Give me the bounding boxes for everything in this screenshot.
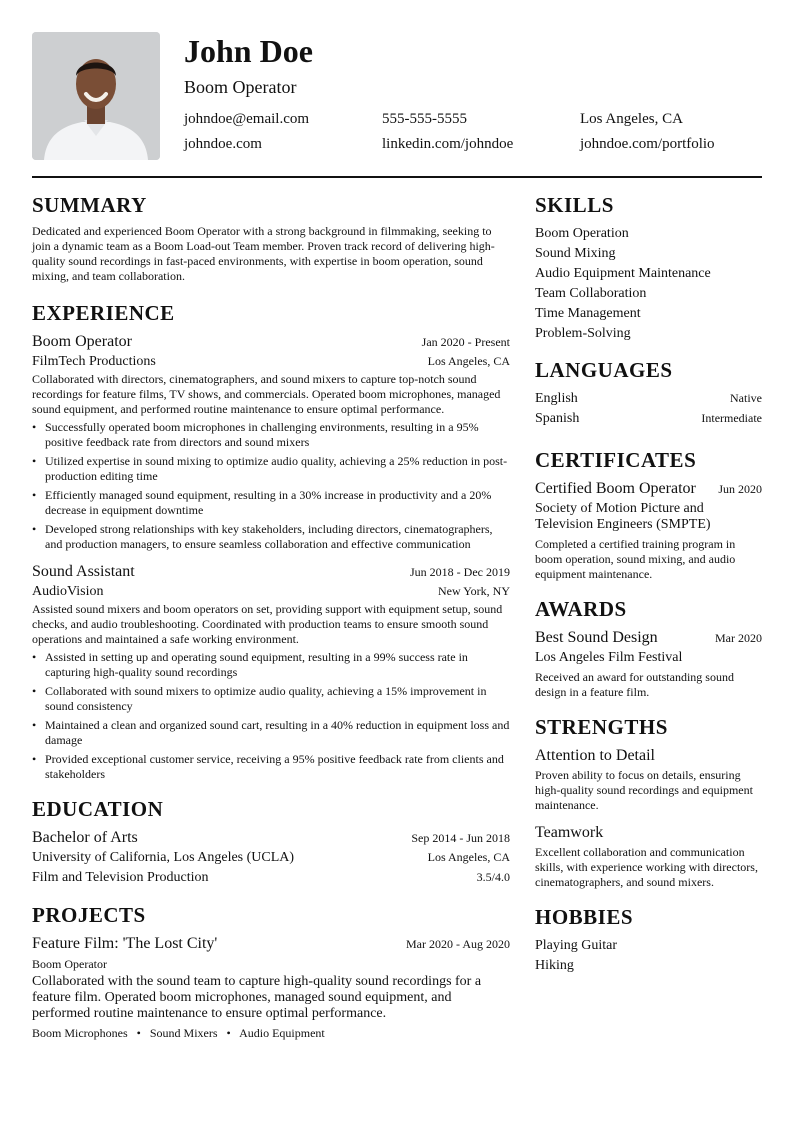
right-column	[535, 192, 762, 976]
skill-item: Boom Operation	[535, 226, 629, 241]
language-name: Spanish	[535, 411, 580, 426]
section-title: EXPERIENCE	[32, 301, 175, 325]
job-entry	[32, 562, 510, 782]
list-item: • Efficiently managed sound equipment, resulting in a 30% increase in productivity and a 20% decrease in equipment downtime	[32, 488, 510, 518]
section-title: LANGUAGES	[535, 358, 673, 382]
section-title: CERTIFICATES	[535, 448, 697, 472]
gpa: 3.5/4.0	[476, 870, 510, 884]
candidate-name: John Doe	[184, 33, 313, 69]
phone-number: 555-555-5555	[382, 111, 467, 127]
job-role: Sound Assistant	[32, 563, 135, 580]
tag-separator: •	[226, 1026, 231, 1040]
location: Los Angeles, CA	[580, 111, 683, 127]
skill-item: Team Collaboration	[535, 286, 647, 301]
job-bullets	[32, 420, 510, 552]
website-link[interactable]: johndoe.com	[184, 136, 262, 152]
job-location: Los Angeles, CA	[427, 354, 510, 368]
header-divider	[32, 176, 762, 178]
education-location: Los Angeles, CA	[427, 850, 510, 864]
language-name: English	[535, 391, 578, 406]
field-of-study: Film and Television Production	[32, 870, 209, 885]
hobby-item: Hiking	[535, 958, 574, 973]
languages-section	[535, 357, 762, 429]
job-description: Collaborated with directors, cinematographers, and sound mixers to capture top-notch sound recordings for feature films, TV shows, and commercials. Operated boom microphones, managed sound equipment, and performed routine maintenance to ensure optimal performance.	[32, 372, 501, 416]
job-dates: Jan 2020 - Present	[421, 335, 510, 349]
strengths-section	[535, 714, 762, 890]
project-tags	[32, 1024, 510, 1042]
skill-item: Problem-Solving	[535, 326, 631, 341]
skill-item: Audio Equipment Maintenance	[535, 266, 711, 281]
job-location: New York, NY	[437, 584, 510, 598]
certificates-section	[535, 447, 762, 582]
project-description: Collaborated with the sound team to capture high-quality sound recordings for a feature film. Operated boom microphones, managed sound equipment, and performed routine maintenance to ensure optimal performance.	[32, 974, 482, 1021]
certificate-name: Certified Boom Operator	[535, 480, 696, 497]
project-name: Feature Film: 'The Lost City'	[32, 935, 218, 952]
job-bullets	[32, 650, 510, 782]
linkedin-link[interactable]: linkedin.com/johndoe	[382, 136, 514, 152]
summary-text: Dedicated and experienced Boom Operator with a strong background in filmmaking, seeking to join a dynamic team as a Boom Load-out Team member. Proven track record of delivering high-quality sound recordings in fast-paced environments, with expertise in boom operation, sound mixing, and team collaboration.	[32, 224, 495, 283]
award-date: Mar 2020	[715, 631, 762, 645]
job-dates: Jun 2018 - Dec 2019	[410, 565, 510, 579]
email-link[interactable]: johndoe@email.com	[184, 111, 310, 127]
section-title: AWARDS	[535, 597, 627, 621]
certificate-description: Completed a certified training program in boom operation, sound mixing, and audio equipment maintenance.	[535, 537, 736, 581]
strength-description: Excellent collaboration and communication skills, with experience working with directors, cinematographers, and sound mixers.	[535, 845, 758, 889]
job-entry	[32, 332, 510, 552]
hobbies-section	[535, 904, 762, 976]
certificate-issuer: Society of Motion Picture and Television Engineers (SMPTE)	[535, 501, 711, 532]
award-name: Best Sound Design	[535, 629, 658, 646]
job-company: FilmTech Productions	[32, 354, 156, 369]
project-role: Boom Operator	[32, 957, 107, 971]
section-title: SKILLS	[535, 193, 614, 217]
skills-section	[535, 192, 762, 344]
project-tag: Boom Microphones	[32, 1026, 128, 1040]
language-level: Intermediate	[701, 411, 762, 425]
candidate-role: Boom Operator	[184, 77, 297, 97]
list-item: • Utilized expertise in sound mixing to optimize audio quality, achieving a 25% reduction in post-production editing time	[32, 454, 510, 484]
experience-section	[32, 300, 510, 782]
portfolio-link[interactable]: johndoe.com/portfolio	[580, 136, 715, 152]
list-item: • Collaborated with sound mixers to optimize audio quality, achieving a 15% improvement in sound consistency	[32, 684, 510, 714]
language-level: Native	[730, 391, 762, 405]
degree: Bachelor of Arts	[32, 829, 138, 846]
skill-item: Time Management	[535, 306, 641, 321]
project-tag: Audio Equipment	[239, 1026, 325, 1040]
awards-section	[535, 596, 762, 700]
project-dates: Mar 2020 - Aug 2020	[406, 937, 510, 951]
list-item: • Successfully operated boom microphones in challenging environments, resulting in a 95% positive feedback rate from directors and sound mixers	[32, 420, 510, 450]
resume-header	[32, 32, 762, 160]
school: University of California, Los Angeles (UCLA)	[32, 850, 295, 865]
list-item: • Developed strong relationships with key stakeholders, including directors, cinematographers, and production managers, to ensure seamless collaboration and effective communication	[32, 522, 510, 552]
education-section	[32, 796, 510, 888]
strength-description: Proven ability to focus on details, ensuring high-quality sound recordings and equipment maintenance.	[535, 768, 753, 812]
section-title: SUMMARY	[32, 193, 147, 217]
list-item: • Maintained a clean and organized sound cart, resulting in a 40% reduction in equipment loss and damage	[32, 718, 510, 748]
section-title: EDUCATION	[32, 797, 164, 821]
education-dates: Sep 2014 - Jun 2018	[411, 831, 510, 845]
award-issuer: Los Angeles Film Festival	[535, 650, 683, 665]
strength-name: Attention to Detail	[535, 747, 655, 764]
list-item: • Provided exceptional customer service, receiving a 95% positive feedback rate from clients and stakeholders	[32, 752, 510, 782]
job-company: AudioVision	[32, 584, 104, 599]
project-tag: Sound Mixers	[149, 1026, 218, 1040]
certificate-date: Jun 2020	[718, 482, 762, 496]
strength-name: Teamwork	[535, 824, 604, 841]
section-title: HOBBIES	[535, 905, 634, 929]
skill-item: Sound Mixing	[535, 246, 616, 261]
person-photo-icon	[32, 32, 160, 160]
summary-section	[32, 192, 510, 284]
section-title: PROJECTS	[32, 903, 146, 927]
list-item: • Assisted in setting up and operating sound equipment, resulting in a 99% success rate in capturing high-quality sound recordings	[32, 650, 510, 680]
hobby-item: Playing Guitar	[535, 938, 618, 953]
profile-photo	[32, 32, 160, 160]
projects-section	[32, 902, 510, 1042]
section-title: STRENGTHS	[535, 715, 668, 739]
left-column	[32, 192, 510, 1042]
job-description: Assisted sound mixers and boom operators on set, providing support with equipment setup, sound checks, and audio troubleshooting. Coordinated with production teams to ensure smooth sound operations and maintained a safe working environment.	[32, 602, 503, 646]
tag-separator: •	[136, 1026, 141, 1040]
award-description: Received an award for outstanding sound design in a feature film.	[535, 670, 734, 699]
job-role: Boom Operator	[32, 333, 132, 350]
